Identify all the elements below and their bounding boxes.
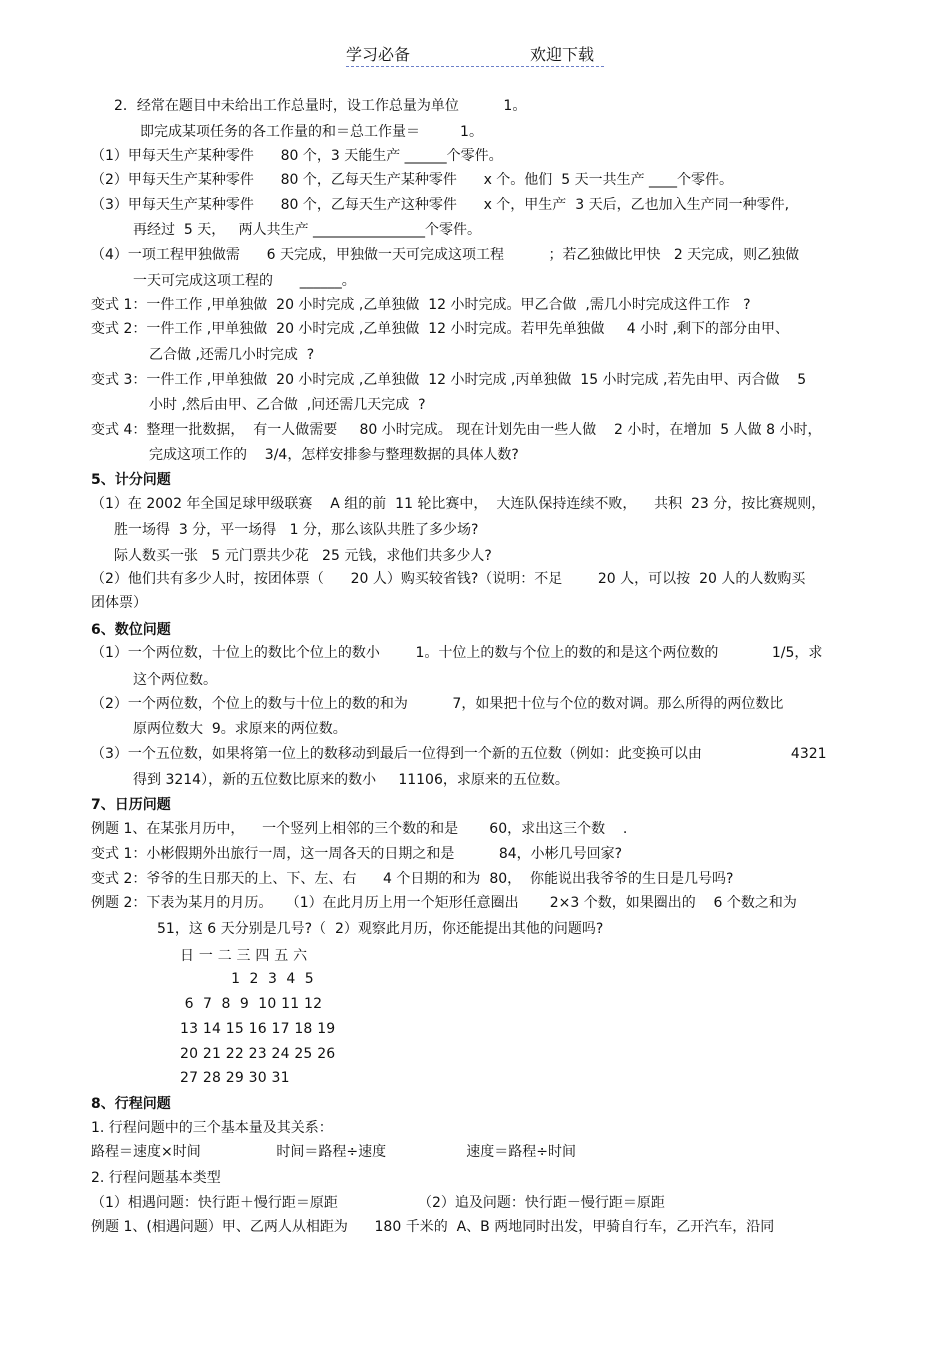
text-line: 变式 3：一件工作 ,甲单独做 20 小时完成 ,乙单独做 12 小时完成 ,丙单独做 15 小时完成 ,若先由甲、丙合做 5: [91, 372, 807, 388]
section-heading: 7、日历问题: [91, 797, 171, 813]
text-line: 原两位数大 9。求原来的两位数。: [133, 721, 347, 737]
text-line: 变式 1：小彬假期外出旅行一周，这一周各天的日期之和是 84，小彬几号回家?: [91, 846, 623, 862]
header-right-text: 欢迎下载: [530, 45, 595, 64]
text-line: （1）相遇问题：快行距＋慢行距＝原距 （2）追及问题：快行距－慢行距＝原距: [91, 1195, 665, 1211]
calendar-row: 6 7 8 9 10 11 12: [180, 996, 323, 1012]
text-line: （3）甲每天生产某种零件 80 个，乙每天生产这种零件 x 个，甲生产 3 天后，乙也加入生产同一种零件,: [91, 197, 790, 213]
text-line: 例题 1、(相遇问题）甲、乙两人从相距为 180 千米的 A、B 两地同时出发，甲骑自行车，乙开汽车，沿同: [91, 1219, 775, 1235]
text-line: 变式 2：一件工作 ,甲单独做 20 小时完成 ,乙单独做 12 小时完成。若甲先单独做 4 小时 ,剩下的部分由甲、: [91, 321, 789, 337]
text-line: （3）一个五位数，如果将第一位上的数移动到最后一位得到一个新的五位数（例如：此变换可以由 4321: [91, 746, 827, 762]
text-line: （2）他们共有多少人时，按团体票（ 20 人）购买较省钱?（说明：不足 20 人，可以按 20 人的人数购买: [91, 571, 806, 587]
text-line: 际人数买一张 5 元门票共少花 25 元钱，求他们共多少人?: [114, 548, 492, 564]
section-heading: 5、计分问题: [91, 472, 171, 488]
calendar-header: 日 一 二 三 四 五 六: [180, 948, 308, 964]
text-line: 变式 1：一件工作 ,甲单独做 20 小时完成 ,乙单独做 12 小时完成。甲乙合做 ,需几小时完成这件工作 ?: [91, 297, 751, 313]
text-line: 1. 行程问题中的三个基本量及其关系：: [91, 1120, 333, 1136]
text-line: 变式 2：爷爷的生日那天的上、下、左、右 4 个日期的和为 80， 你能说出我爷爷的生日是几号吗?: [91, 871, 734, 887]
text-line: （1）在 2002 年全国足球甲级联赛 A 组的前 11 轮比赛中， 大连队保持连续不败， 共积 23 分，按比赛规则，: [91, 496, 826, 512]
text-line: （2）甲每天生产某种零件 80 个，乙每天生产某种零件 x 个。他们 5 天一共生产 ____个零件。: [91, 172, 734, 188]
text-line: 小时 ,然后由甲、乙合做 ,问还需几天完成 ?: [149, 397, 426, 413]
text-line: 完成这项工作的 3/4，怎样安排参与整理数据的具体人数?: [149, 447, 519, 463]
calendar-row: 27 28 29 30 31: [180, 1070, 290, 1086]
text-line: 这个两位数。: [133, 672, 217, 688]
calendar-row: 13 14 15 16 17 18 19: [180, 1021, 336, 1037]
text-line: 2．经常在题目中未给出工作总量时，设工作总量为单位 1。: [114, 98, 527, 114]
calendar-row: 1 2 3 4 5: [180, 971, 314, 987]
text-line: 例题 1、在某张月历中， 一个竖列上相邻的三个数的和是 60，求出这三个数 .: [91, 821, 628, 837]
text-line: （1）一个两位数，十位上的数比个位上的数小 1。十位上的数与个位上的数的和是这个两位数的 1/5，求: [91, 645, 823, 661]
text-line: （1）甲每天生产某种零件 80 个，3 天能生产 ______个零件。: [91, 148, 503, 164]
text-line: 胜一场得 3 分，平一场得 1 分，那么该队共胜了多少场?: [114, 522, 479, 538]
text-line: 团体票）: [91, 595, 147, 611]
text-line: 2. 行程问题基本类型: [91, 1170, 221, 1186]
section-heading: 8、行程问题: [91, 1096, 171, 1112]
text-line: （4）一项工程甲独做需 6 天完成，甲独做一天可完成这项工程 ；若乙独做比甲快 2 天完成，则乙独做: [91, 247, 800, 263]
text-line: 路程＝速度×时间 时间＝路程÷速度 速度＝路程÷时间: [91, 1144, 576, 1160]
section-heading: 6、数位问题: [91, 622, 171, 638]
text-line: 乙合做 ,还需几小时完成 ?: [149, 347, 315, 363]
text-line: 51，这 6 天分别是几号?（ 2）观察此月历，你还能提出其他的问题吗?: [157, 921, 604, 937]
page-header: [346, 42, 604, 67]
text-line: 变式 4：整理一批数据， 有一人做需要 80 小时完成。 现在计划先由一些人做 2 小时，在增加 5 人做 8 小时，: [91, 422, 822, 438]
text-line: 即完成某项任务的各工作量的和＝总工作量＝ 1。: [140, 124, 483, 140]
text-line: （2）一个两位数，个位上的数与十位上的数的和为 7，如果把十位与个位的数对调。那么所得的两位数比: [91, 696, 784, 712]
text-line: 例题 2：下表为某月的月历。 （1）在此月历上用一个矩形任意圈出 2×3 个数，如果圈出的 6 个数之和为: [91, 895, 797, 911]
text-line: 一天可完成这项工程的 ______。: [133, 273, 356, 289]
calendar-row: 20 21 22 23 24 25 26: [180, 1046, 336, 1062]
text-line: 再经过 5 天， 两人共生产 ________________个零件。: [133, 222, 482, 238]
header-left-text: 学习必备: [346, 45, 411, 64]
text-line: 得到 3214），新的五位数比原来的数小 11106，求原来的五位数。: [133, 772, 569, 788]
